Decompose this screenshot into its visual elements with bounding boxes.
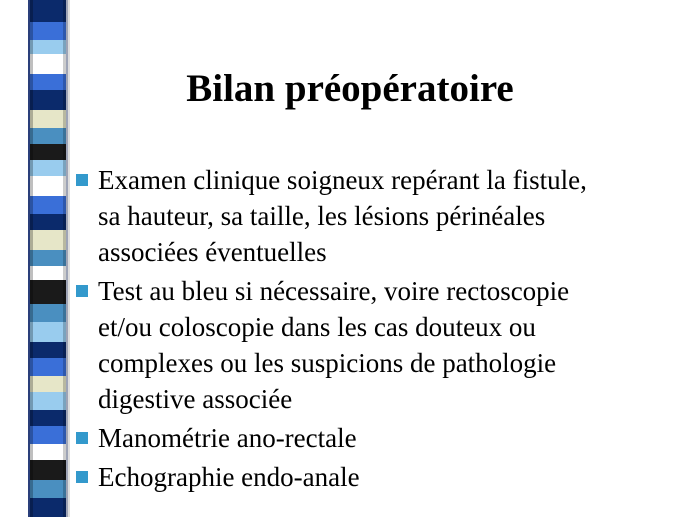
bullet-line: Test au bleu si nécessaire, voire rectoscopie — [98, 276, 570, 306]
bullet-line: et/ou coloscopie dans les cas douteux ou — [98, 312, 536, 342]
stripe-bar-graphic — [0, 0, 78, 517]
decorative-stripe-bar — [0, 0, 78, 517]
bullet-line: associées éventuelles — [98, 237, 327, 267]
square-bullet-icon — [76, 174, 88, 186]
bullet-list — [72, 162, 672, 498]
square-bullet-icon — [76, 285, 88, 297]
bullet-line: digestive associée — [98, 384, 293, 414]
bullet-item — [72, 162, 672, 270]
bullet-line: Examen clinique soigneux repérant la fistule, — [98, 165, 587, 195]
bullet-item — [72, 273, 672, 417]
bullet-item — [72, 420, 672, 456]
square-bullet-icon — [76, 471, 88, 483]
slide-title: Bilan préopératoire — [186, 67, 514, 110]
bullet-line: Echographie endo-anale — [98, 462, 360, 492]
bullet-line: sa hauteur, sa taille, les lésions périnéales — [98, 201, 546, 231]
bullet-line: complexes ou les suspicions de pathologie — [98, 348, 557, 378]
bullet-item — [72, 459, 672, 495]
bullet-line: Manométrie ano-rectale — [98, 423, 357, 453]
square-bullet-icon — [76, 432, 88, 444]
